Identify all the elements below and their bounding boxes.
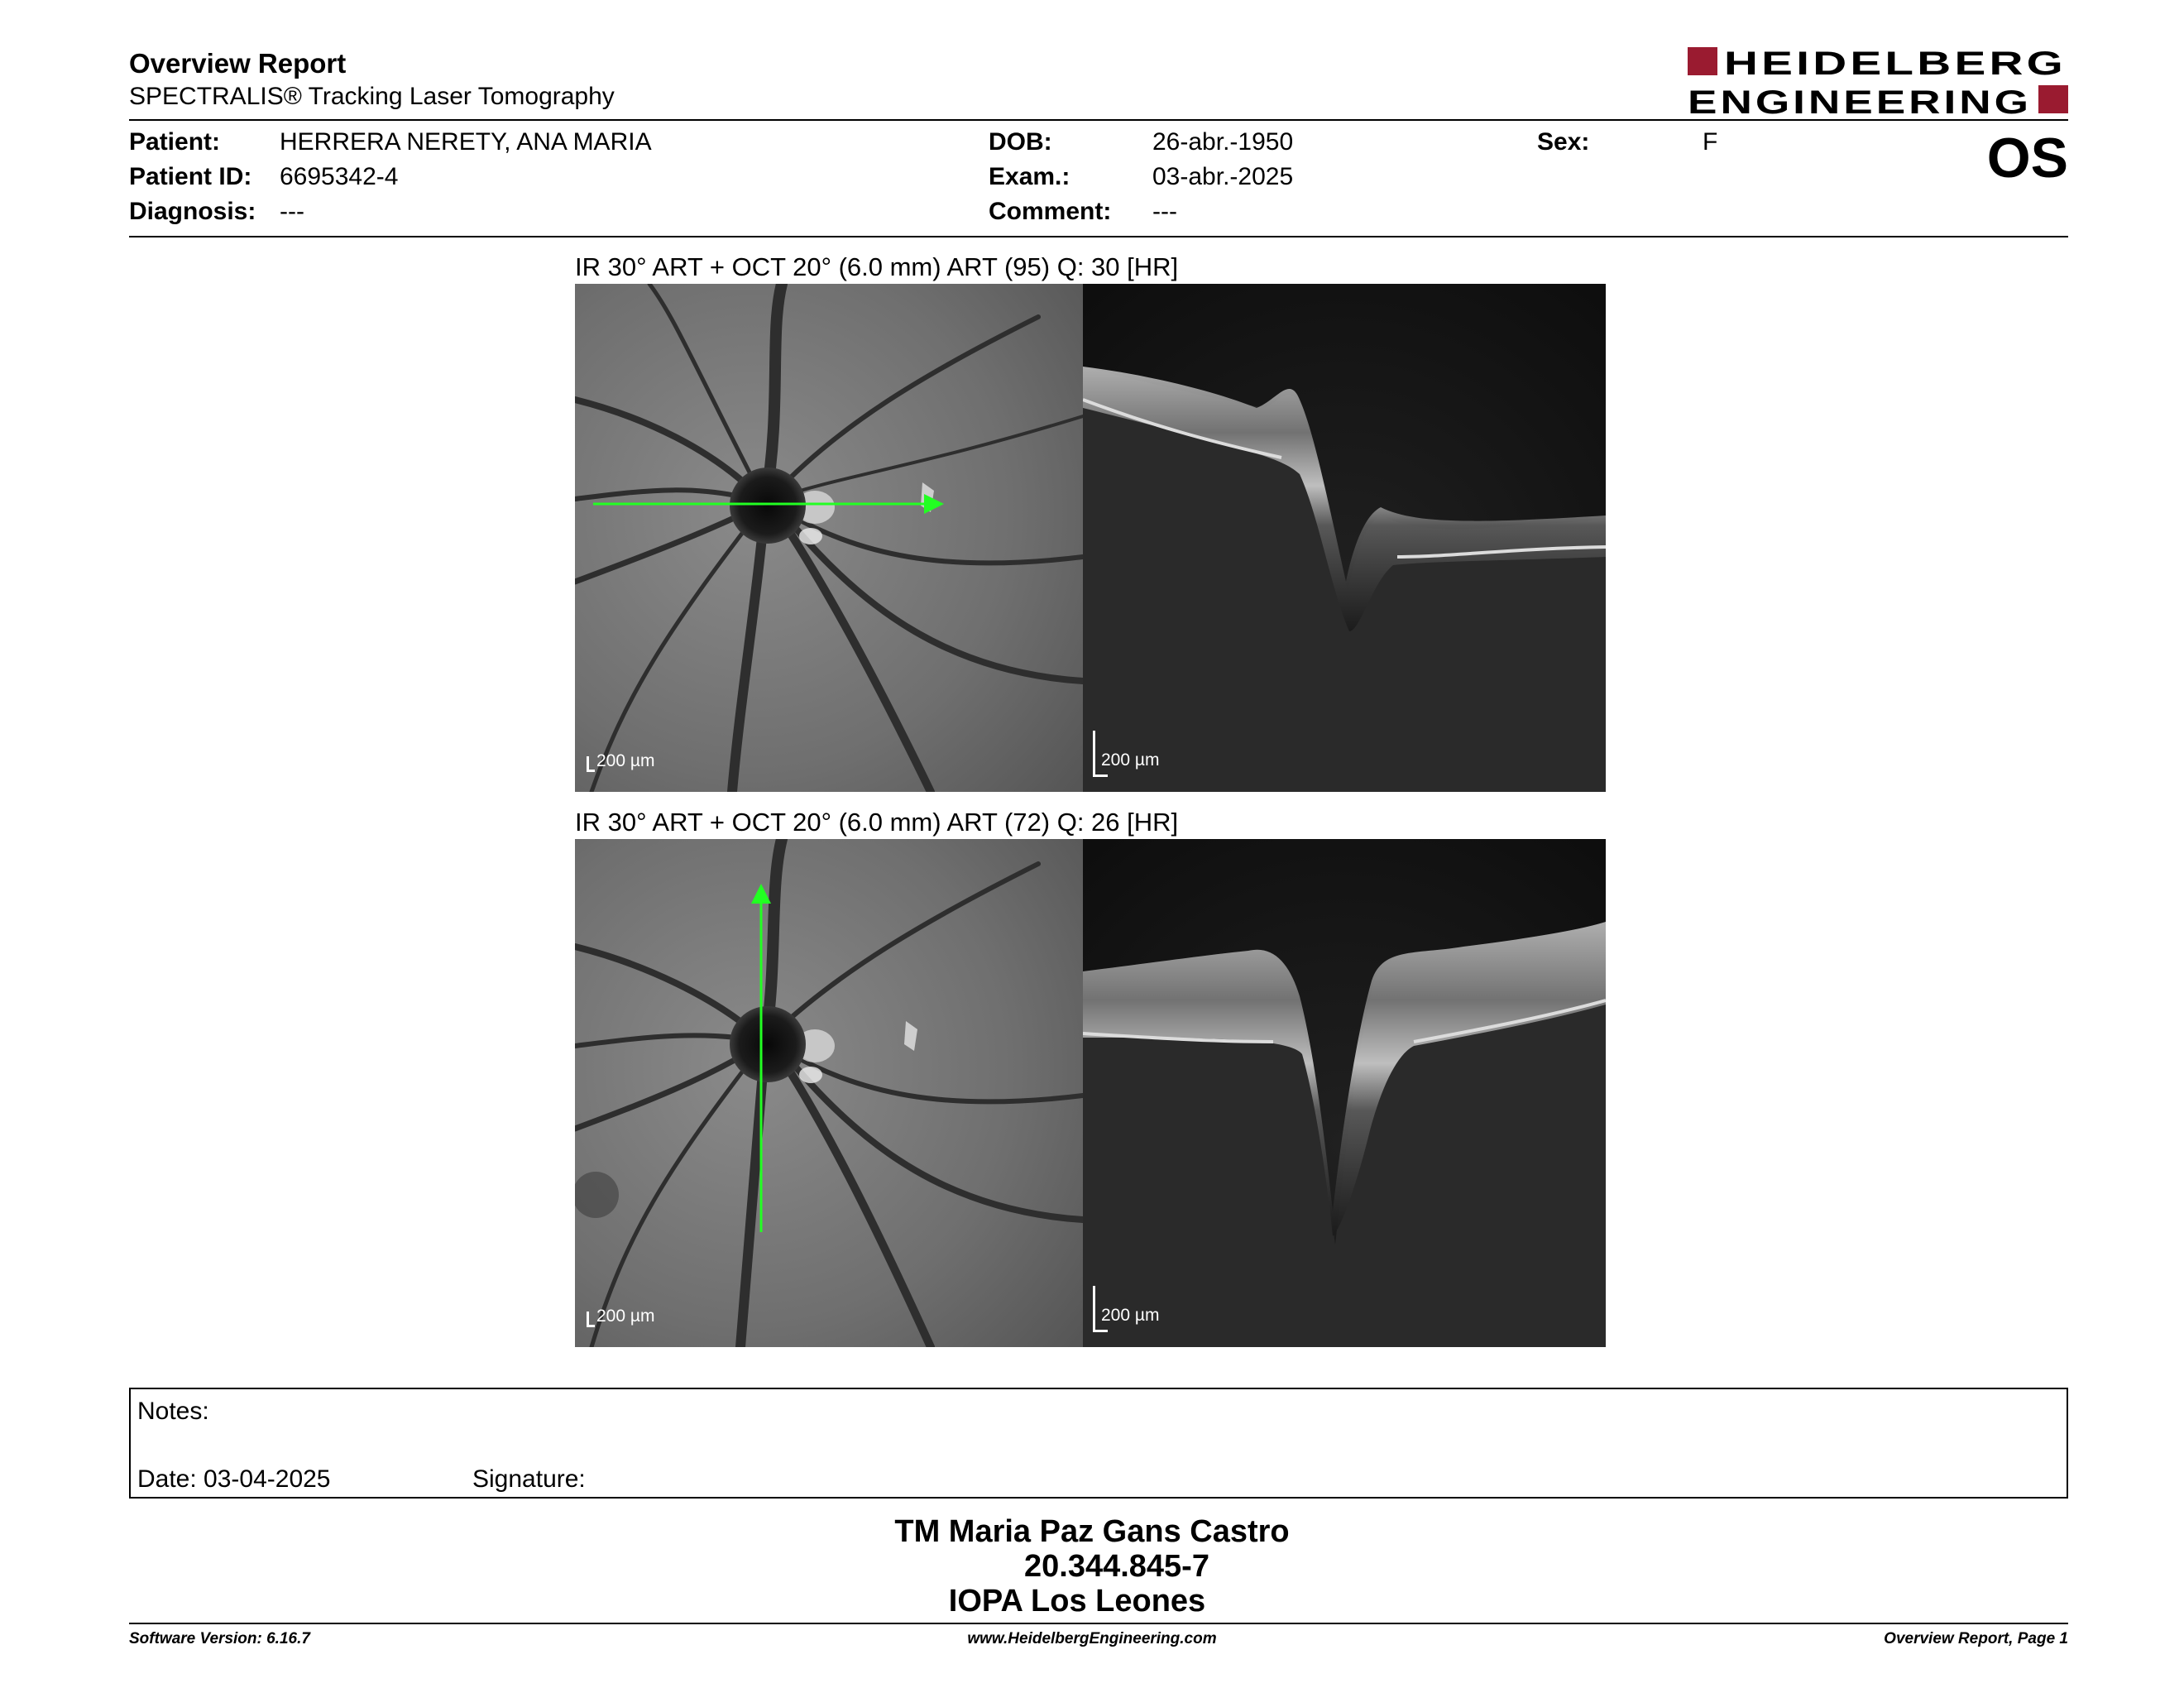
logo-line1: HEIDELBERG (1724, 46, 2067, 82)
report-title: Overview Report (129, 48, 347, 79)
website-link[interactable]: www.HeidelbergEngineering.com (967, 1630, 1217, 1647)
notes-label: Notes: (137, 1398, 209, 1425)
signer-institution: IOPA Los Leones (948, 1584, 1206, 1618)
scan-2-fundus-scale-label: 200 µm (596, 1307, 655, 1326)
patient-id-label: Patient ID: (129, 163, 252, 190)
diagnosis-label: Diagnosis: (129, 198, 256, 225)
scan-1-title: IR 30° ART + OCT 20° (6.0 mm) ART (95) Q: 30 [HR] (575, 252, 1179, 281)
patient-divider (129, 236, 2068, 237)
page-indicator: Overview Report, Page 1 (1884, 1630, 2068, 1647)
footer-divider (129, 1623, 2068, 1624)
scan-2-title: IR 30° ART + OCT 20° (6.0 mm) ART (72) Q: 26 [HR] (575, 808, 1179, 837)
scan-2-oct-scale-label: 200 µm (1101, 1306, 1160, 1325)
scan-1-oct-scale-label: 200 µm (1101, 750, 1160, 770)
notes-box[interactable] (129, 1388, 2068, 1499)
signer-id: 20.344.845-7 (1024, 1549, 1209, 1584)
patient-label: Patient: (129, 128, 221, 156)
scan-2-fundus-image[interactable] (575, 839, 1083, 1347)
heidelberg-logo (1688, 46, 2068, 118)
header-divider (129, 119, 2068, 121)
exam-value: 03-abr.-2025 (1152, 163, 1294, 190)
scan-1-fundus-image[interactable] (575, 284, 1083, 792)
dob-label: DOB: (989, 128, 1052, 156)
eye-laterality: OS (1986, 127, 2068, 189)
scan-1-fundus-scale-label: 200 µm (596, 751, 655, 770)
signature-label: Signature: (472, 1465, 586, 1493)
notes-date: Date: 03-04-2025 (137, 1465, 331, 1493)
report-subtitle: SPECTRALIS® Tracking Laser Tomography (129, 83, 615, 110)
diagnosis-value: --- (280, 198, 304, 225)
comment-label: Comment: (989, 198, 1112, 225)
patient-id: 6695342-4 (280, 163, 399, 190)
exam-label: Exam.: (989, 163, 1070, 190)
sex-value: F (1703, 128, 1718, 156)
scan-1-oct-scalebar (1093, 731, 1167, 777)
scan-1-oct-bscan[interactable] (1083, 284, 1606, 792)
sex-label: Sex: (1537, 128, 1590, 156)
dob-value: 26-abr.-1950 (1152, 128, 1294, 156)
patient-name: HERRERA NERETY, ANA MARIA (280, 128, 652, 156)
scan-1-fundus-scalebar (587, 751, 653, 776)
scan-2-oct-bscan[interactable] (1083, 839, 1606, 1347)
software-version: Software Version: 6.16.7 (129, 1630, 310, 1647)
logo-line2: ENGINEERING (1688, 84, 2032, 118)
signer-name: TM Maria Paz Gans Castro (894, 1514, 1290, 1549)
scan-2-fundus-scalebar (587, 1307, 653, 1331)
scan-2-oct-scalebar (1093, 1286, 1167, 1332)
comment-value: --- (1152, 198, 1177, 225)
